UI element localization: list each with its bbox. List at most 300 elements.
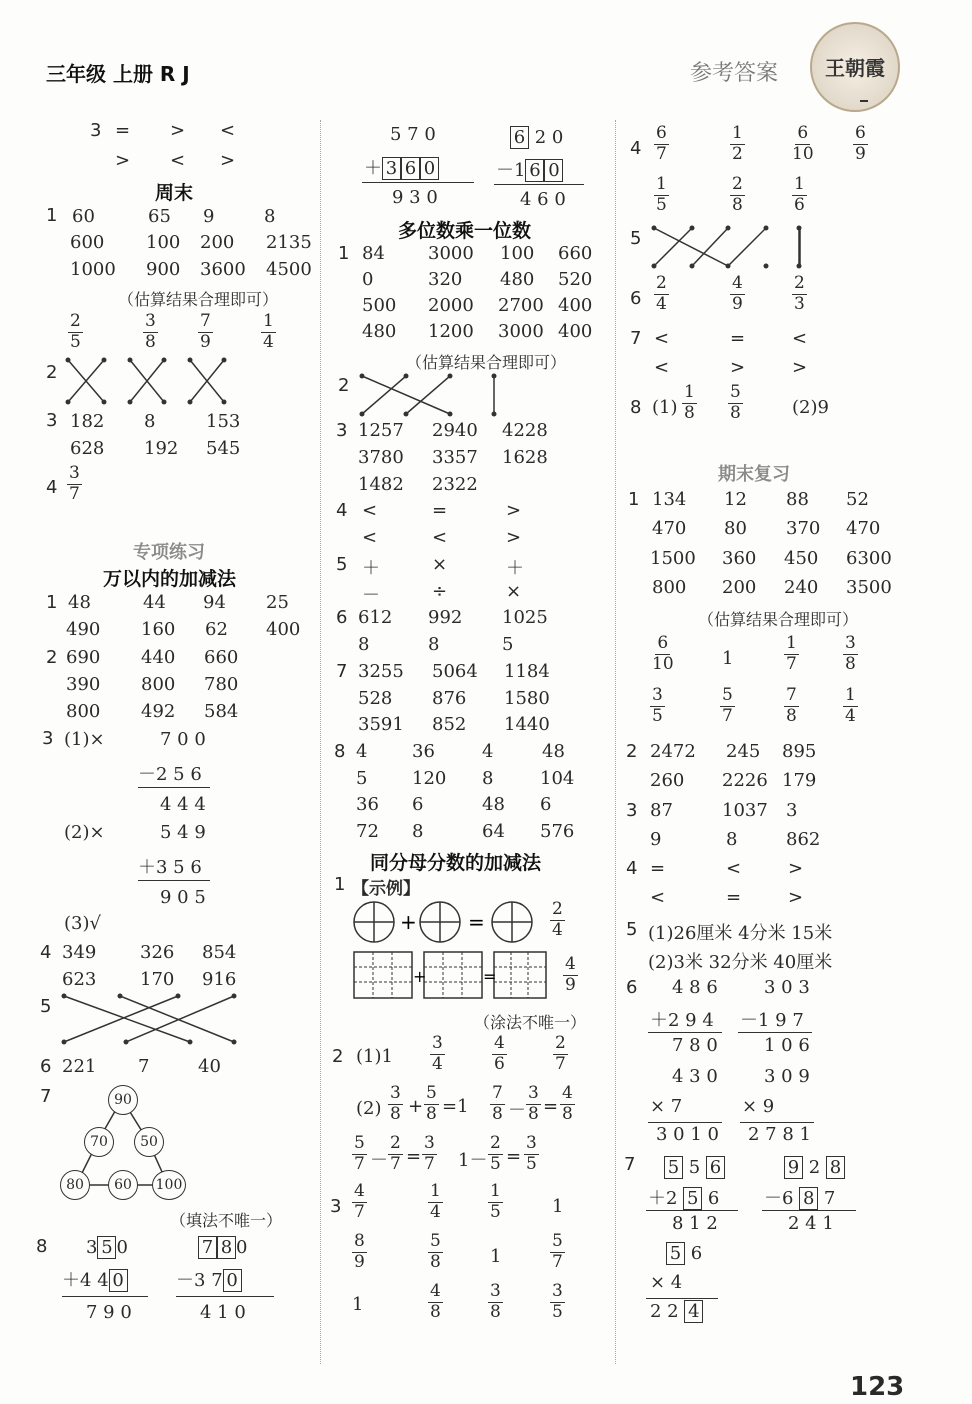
answer: 40 [198, 1056, 221, 1077]
q-number: 3 [626, 800, 638, 821]
fraction: $\frac{2}{3}$ [794, 273, 805, 314]
q-number: 7 [624, 1154, 636, 1175]
answer: > [788, 887, 804, 908]
answer: 876 [432, 688, 467, 709]
answer: 36 [412, 741, 435, 762]
answer: ＋ [362, 558, 380, 579]
answer: － [362, 585, 380, 606]
column-divider [615, 120, 616, 1364]
fraction: $\frac{4}{9}$ [565, 954, 576, 995]
answer: > [170, 120, 186, 141]
svg-text:+: + [413, 967, 427, 986]
answer: 8 [482, 768, 494, 789]
minus-sign: － [508, 1100, 526, 1121]
circle-node: 60 [108, 1170, 138, 1200]
answer: 3 [786, 800, 798, 821]
answer: > [115, 150, 131, 171]
answer: < [432, 527, 448, 548]
answer: = [432, 500, 448, 521]
answer: (1)1 [356, 1046, 393, 1067]
q-number: 2 [626, 741, 638, 762]
answer: 576 [540, 821, 575, 842]
answer: > [506, 500, 522, 521]
answers-label: 参考答案 [690, 61, 779, 86]
calc-rule [762, 1210, 856, 1211]
answer: 1628 [502, 447, 548, 468]
q-number: 7 [630, 328, 642, 349]
answer: 170 [140, 969, 175, 990]
q-number: 5 [630, 228, 642, 249]
answer: 9 [203, 206, 215, 227]
equals-sign: = [506, 1146, 522, 1167]
answer: 450 [784, 548, 819, 569]
answer: 800 [652, 577, 687, 598]
answer: > [730, 357, 746, 378]
answer: 326 [140, 942, 175, 963]
answer: 2226 [722, 770, 768, 791]
answer: 349 [62, 942, 97, 963]
fraction: $\frac{6}{10}$ [652, 633, 674, 674]
answer: 900 [146, 259, 181, 280]
answer: 4228 [502, 420, 548, 441]
q-number: 1 [334, 874, 346, 895]
answer: 470 [652, 518, 687, 539]
vertical-calc: ＋2 5 6 [648, 1188, 720, 1209]
answer: 3600 [200, 259, 246, 280]
vertical-calc: ＋2 9 4 [650, 1010, 714, 1031]
fraction: $\frac{3}{4}$ [432, 1033, 443, 1074]
fraction: $\frac{6}{10}$ [792, 123, 814, 164]
answer: 5 [356, 768, 368, 789]
answer: > [220, 150, 236, 171]
answer: 992 [428, 607, 463, 628]
answer: 500 [362, 295, 397, 316]
answer: 65 [148, 206, 171, 227]
vertical-calc: 4 1 0 [200, 1302, 246, 1323]
fraction: $\frac{4}{6}$ [494, 1033, 505, 1074]
q-number: 3 [42, 728, 54, 749]
calc-rule [138, 787, 210, 788]
vertical-calc: 9 0 5 [160, 887, 206, 908]
answer: 3357 [432, 447, 478, 468]
fraction: $\frac{5}{7}$ [552, 1231, 563, 1272]
answer: 200 [200, 232, 235, 253]
vertical-calc: 6 2 0 [510, 126, 563, 149]
q-number: 7 [336, 661, 348, 682]
vertical-calc: 2 4 1 [788, 1213, 834, 1234]
calc-rule [738, 1032, 812, 1033]
answer: 2700 [498, 295, 544, 316]
answer: 8 [726, 829, 738, 850]
answer: 240 [784, 577, 819, 598]
answer: 9 [650, 829, 662, 850]
fraction: $\frac{1}{4}$ [263, 311, 274, 352]
answer: (2)9 [792, 397, 829, 418]
answer: 490 [66, 619, 101, 640]
answer: 221 [62, 1056, 97, 1077]
answer: < [792, 328, 808, 349]
answer: 854 [202, 942, 237, 963]
answer: 623 [62, 969, 97, 990]
answer: 2472 [650, 741, 696, 762]
q-number: 5 [336, 554, 348, 575]
answer: 153 [206, 411, 241, 432]
answer: = [650, 858, 666, 879]
answer: 260 [650, 770, 685, 791]
fraction: $\frac{2}{5}$ [70, 311, 81, 352]
calc-rule [740, 1122, 814, 1123]
answer: (1)26厘米 4分米 15米 [648, 923, 833, 944]
fraction: $\frac{4}{9}$ [732, 273, 743, 314]
calc-rule [138, 880, 210, 881]
circle-node: 50 [134, 1127, 164, 1157]
q-number: 6 [630, 288, 642, 309]
vertical-calc: 2 2 4 [650, 1300, 703, 1323]
vertical-calc: 9 3 0 [392, 187, 438, 208]
q-number: 5 [40, 996, 52, 1017]
fraction: $\frac{3}{8}$ [145, 311, 156, 352]
answer: (1) [652, 397, 678, 418]
calc-rule [646, 1298, 718, 1299]
answer: 60 [72, 206, 95, 227]
calc-rule [62, 1296, 148, 1297]
answer: 87 [650, 800, 673, 821]
fraction: $\frac{2}{5}$ [490, 1133, 501, 1174]
vertical-calc: 3 5 0 [86, 1237, 128, 1258]
answer: 5 [502, 634, 514, 655]
answer: 480 [500, 269, 535, 290]
svg-text:+: + [400, 910, 417, 934]
answer: 690 [66, 647, 101, 668]
q-number: 5 [626, 919, 638, 940]
fraction: $\frac{1}{2}$ [732, 123, 743, 164]
fraction: $\frac{1}{5}$ [656, 174, 667, 215]
fraction: $\frac{1}{4}$ [430, 1181, 441, 1222]
answer: 584 [204, 701, 239, 722]
answer: × [506, 581, 522, 602]
calc-rule [646, 1210, 738, 1211]
q-number: 4 [40, 942, 52, 963]
answer: ＋ [506, 558, 524, 579]
vertical-calc: × 7 [650, 1096, 683, 1117]
grade-label: 三年级 上册 R J [46, 62, 190, 86]
page-number: 123 [850, 1372, 905, 1402]
calc-rule [362, 182, 474, 183]
answer: 400 [558, 295, 593, 316]
answer: 360 [722, 548, 757, 569]
vertical-calc: 3 0 3 [764, 977, 810, 998]
answer: 320 [428, 269, 463, 290]
fraction: $\frac{5}{7}$ [354, 1133, 365, 1174]
calc-rule [176, 1296, 274, 1297]
answer: 400 [558, 321, 593, 342]
answer: 88 [786, 489, 809, 510]
answer: = [115, 120, 131, 141]
fraction: $\frac{1}{6}$ [794, 174, 805, 215]
section-title: 万以内的加减法 [103, 568, 237, 590]
fraction: $\frac{3}{8}$ [490, 1281, 501, 1322]
fraction: $\frac{5}{7}$ [722, 685, 733, 726]
answer: 3500 [846, 577, 892, 598]
answer: 628 [70, 438, 105, 459]
vertical-calc: －3 7 0 [176, 1266, 242, 1292]
answer: 1440 [504, 714, 550, 735]
note: （填法不唯一） [170, 1211, 283, 1230]
vertical-calc: 3 0 1 0 [656, 1124, 719, 1145]
answer: 520 [558, 269, 593, 290]
fraction: $\frac{3}{8}$ [390, 1083, 401, 1124]
answer: 120 [412, 768, 447, 789]
vertical-calc: 4 6 0 [520, 189, 566, 210]
calc-rule [648, 1122, 722, 1123]
fraction-grid-figure [352, 950, 548, 1002]
matching-lines [360, 374, 500, 418]
answer: 48 [482, 794, 505, 815]
fraction: $\frac{1}{7}$ [786, 633, 797, 674]
column-divider [320, 120, 321, 1364]
q-number: 6 [40, 1056, 52, 1077]
answer: = [730, 328, 746, 349]
example-label: 【示例】 [352, 879, 420, 899]
answer: 1000 [70, 259, 116, 280]
answer: < [362, 527, 378, 548]
answer: 1 [552, 1196, 564, 1217]
answer: 480 [362, 321, 397, 342]
answer: 780 [204, 674, 239, 695]
answer: 612 [358, 607, 393, 628]
q-number: 3 [330, 1196, 342, 1217]
answer: 44 [143, 592, 166, 613]
answer: 1 [722, 648, 734, 669]
vertical-calc: 5 6 [666, 1242, 702, 1265]
vertical-calc: 5 5 6 [664, 1156, 725, 1179]
q-number: 2 [332, 1046, 344, 1067]
q-number: 2 [46, 647, 58, 668]
answer: 4 [356, 741, 368, 762]
answer: < [220, 120, 236, 141]
answer: 80 [724, 518, 747, 539]
vertical-calc: －1 9 7 [740, 1010, 804, 1031]
q-number: 8 [36, 1236, 48, 1257]
q-number: 1 [46, 592, 58, 613]
answer: 94 [203, 592, 226, 613]
plus-sign: + [408, 1096, 424, 1117]
fraction: $\frac{5}{8}$ [730, 382, 741, 423]
answer: 2000 [428, 295, 474, 316]
fraction: $\frac{6}{7}$ [656, 123, 667, 164]
answer: 62 [205, 619, 228, 640]
answer: 6300 [846, 548, 892, 569]
fraction: $\frac{8}{9}$ [354, 1231, 365, 1272]
vertical-calc: －2 5 6 [138, 764, 202, 785]
answer: 2940 [432, 420, 478, 441]
q-number: 1 [628, 489, 640, 510]
answer: 916 [202, 969, 237, 990]
answer: < [362, 500, 378, 521]
answer: 1 [352, 1294, 364, 1315]
answer: = [726, 887, 742, 908]
q-number: 1 [338, 243, 350, 264]
logo-badge [810, 22, 900, 112]
fraction: $\frac{7}{9}$ [200, 311, 211, 352]
svg-text:=: = [468, 910, 485, 934]
answer: 104 [540, 768, 575, 789]
answer: 160 [141, 619, 176, 640]
fraction: $\frac{2}{7}$ [390, 1133, 401, 1174]
note: （估算结果合理即可） [406, 353, 567, 372]
answer: 4500 [266, 259, 312, 280]
answer: 440 [141, 647, 176, 668]
answer: 2322 [432, 474, 478, 495]
answer: 852 [432, 714, 467, 735]
answer: 3780 [358, 447, 404, 468]
answer: 182 [70, 411, 105, 432]
answer: ÷ [432, 581, 448, 602]
fraction: $\frac{4}{8}$ [430, 1281, 441, 1322]
answer: 7 [138, 1056, 150, 1077]
answer: 492 [141, 701, 176, 722]
answer: 2135 [266, 232, 312, 253]
answer: 800 [141, 674, 176, 695]
answer: 36 [356, 794, 379, 815]
answer: 370 [786, 518, 821, 539]
calc-rule [648, 1032, 722, 1033]
answer: 1184 [504, 661, 550, 682]
answer: 64 [482, 821, 505, 842]
fraction-figure [352, 900, 544, 946]
q-number: 4 [336, 500, 348, 521]
q-number: 4 [630, 138, 642, 159]
answer: (2) [356, 1098, 382, 1119]
answer: 8 [358, 634, 370, 655]
q-number: 8 [334, 741, 346, 762]
vertical-calc: 7 9 0 [86, 1302, 132, 1323]
equals-sign: = [543, 1096, 559, 1117]
answer: 400 [266, 619, 301, 640]
answer: < [654, 357, 670, 378]
logo-text: 王朝霞 [825, 56, 885, 80]
q-number: 4 [46, 477, 58, 498]
fraction: $\frac{6}{9}$ [855, 123, 866, 164]
q-number: 3 [46, 410, 58, 431]
answer: 470 [846, 518, 881, 539]
note: （涂法不唯一） [474, 1013, 587, 1032]
answer: 1482 [358, 474, 404, 495]
section-title: 同分母分数的加减法 [370, 852, 542, 874]
fraction: $\frac{3}{8}$ [528, 1083, 539, 1124]
answer: 8 [264, 206, 276, 227]
fraction: $\frac{7}{8}$ [786, 685, 797, 726]
fraction: $\frac{4}{8}$ [562, 1083, 573, 1124]
answer: < [654, 328, 670, 349]
vertical-calc: 8 1 2 [672, 1213, 718, 1234]
circle-node: 90 [108, 1085, 138, 1115]
vertical-calc: 4 3 0 [672, 1066, 718, 1087]
answer: 1500 [650, 548, 696, 569]
answer: > [506, 527, 522, 548]
fraction: $\frac{1}{4}$ [845, 685, 856, 726]
answer: 8 [412, 821, 424, 842]
matching-lines [62, 994, 237, 1046]
fraction: $\frac{3}{5}$ [552, 1281, 563, 1322]
fraction: $\frac{5}{8}$ [430, 1231, 441, 1272]
answer: 25 [266, 592, 289, 613]
answer: < [170, 150, 186, 171]
calc-rule [494, 184, 584, 185]
answer: < [650, 887, 666, 908]
circle-node: 100 [152, 1170, 186, 1200]
q-number: 1 [46, 205, 58, 226]
answer: 84 [362, 243, 385, 264]
fraction: $\frac{3}{5}$ [652, 685, 663, 726]
fraction: $\frac{2}{4}$ [656, 273, 667, 314]
answer: 3000 [428, 243, 474, 264]
answer: 660 [204, 647, 239, 668]
circle-node: 80 [60, 1170, 90, 1200]
answer: 862 [786, 829, 821, 850]
section-label: 专项练习 [133, 542, 205, 563]
matching-lines [796, 226, 802, 270]
fraction: $\frac{3}{5}$ [526, 1133, 537, 1174]
section-title: 周末 [155, 182, 194, 204]
q-number: 2 [46, 362, 58, 383]
answer: 72 [356, 821, 379, 842]
fraction: $\frac{2}{7}$ [555, 1033, 566, 1074]
answer: (2)3米 32分米 40厘米 [648, 952, 833, 973]
answer: × [432, 554, 448, 575]
fraction: $\frac{3}{7}$ [424, 1133, 435, 1174]
answer: > [788, 858, 804, 879]
vertical-calc: × 9 [742, 1096, 775, 1117]
answer: 1580 [504, 688, 550, 709]
answer: 390 [66, 674, 101, 695]
fraction: $\frac{3}{8}$ [845, 633, 856, 674]
answer: 48 [68, 592, 91, 613]
q-number: 2 [338, 375, 350, 396]
answer: 600 [70, 232, 105, 253]
answer: < [726, 858, 742, 879]
answer: 0 [362, 269, 374, 290]
circle-node: 70 [84, 1127, 114, 1157]
fraction: $\frac{4}{7}$ [354, 1181, 365, 1222]
answer: 100 [500, 243, 535, 264]
vertical-calc: 4 4 4 [160, 794, 206, 815]
answer: 245 [726, 741, 761, 762]
matching-lines [66, 358, 236, 406]
equals-sign: = [406, 1146, 422, 1167]
answer: (2)× [64, 822, 105, 843]
answer: 6 [412, 794, 424, 815]
section-label: 期末复习 [718, 464, 790, 485]
vertical-calc: 7 0 0 [160, 729, 206, 750]
q-number: 6 [626, 977, 638, 998]
answer: 3255 [358, 661, 404, 682]
vertical-calc: 2 7 8 1 [748, 1124, 811, 1145]
q-number: 6 [336, 607, 348, 628]
vertical-calc: 5 7 0 [390, 124, 436, 145]
svg-text:=: = [483, 967, 497, 986]
fraction: $\frac{5}{8}$ [426, 1083, 437, 1124]
answer: 134 [652, 489, 687, 510]
answer: 1257 [358, 420, 404, 441]
answer: 1－ [458, 1150, 488, 1171]
answer: 52 [846, 489, 869, 510]
answer: 895 [782, 741, 817, 762]
vertical-calc: ＋ 3 6 0 [364, 154, 439, 180]
minus-sign: － [370, 1150, 388, 1171]
answer: 8 [144, 411, 156, 432]
fraction: $\frac{1}{8}$ [684, 382, 695, 423]
